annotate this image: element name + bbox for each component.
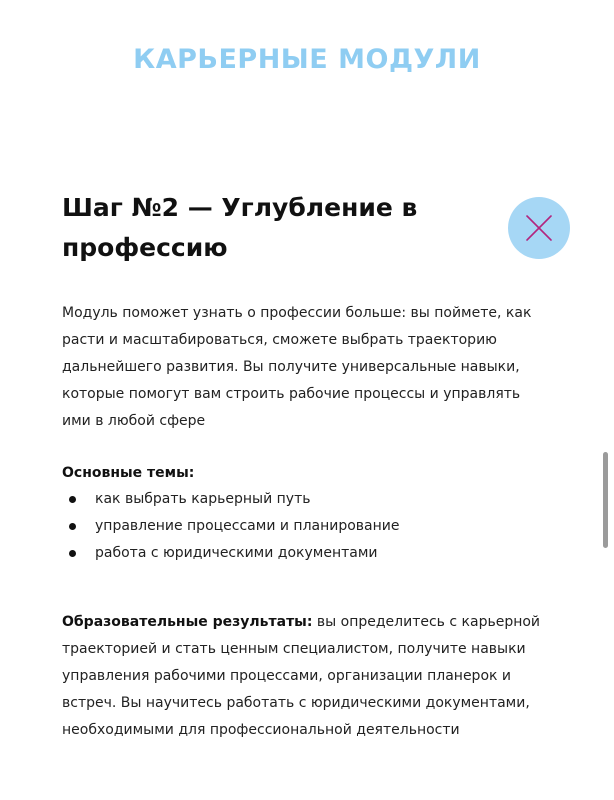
step-title: Шаг №2 — Углубление в профессию xyxy=(62,193,418,262)
page-title: КАРЬЕРНЫЕ МОДУЛИ xyxy=(133,44,481,75)
topic-label: работа с юридическими документами xyxy=(95,545,378,561)
bullet-icon xyxy=(69,523,76,530)
module-description: Модуль поможет узнать о профессии больше: вы поймете, как расти и масштабироваться, сможете выбрать траекторию дальнейшего развития. Вы получите универсальные навыки, которые помогут вам строить рабочие процессы и управлять ими в любой сфере xyxy=(62,305,532,429)
topics-heading: Основные темы: xyxy=(62,465,195,481)
results-text: вы определитесь с карьерной траекторией и стать ценным специалистом, получите навыки управления рабочими процессами, организации планерок и встреч. Вы научитесь работать с юридическими документами, необходимыми для профессиональной деятельности xyxy=(62,614,541,738)
bullet-icon xyxy=(69,550,76,557)
topic-label: управление процессами и планирование xyxy=(95,518,400,534)
close-button[interactable] xyxy=(508,197,570,259)
topic-label: как выбрать карьерный путь xyxy=(95,491,311,507)
scrollbar-thumb[interactable] xyxy=(603,452,608,548)
list-item xyxy=(62,513,542,540)
close-x-icon xyxy=(508,197,570,259)
educational-results xyxy=(62,609,552,744)
list-item xyxy=(62,486,542,513)
results-label: Образовательные результаты: xyxy=(62,614,313,630)
list-item xyxy=(62,540,542,567)
topics-list xyxy=(62,486,542,567)
bullet-icon xyxy=(69,496,76,503)
